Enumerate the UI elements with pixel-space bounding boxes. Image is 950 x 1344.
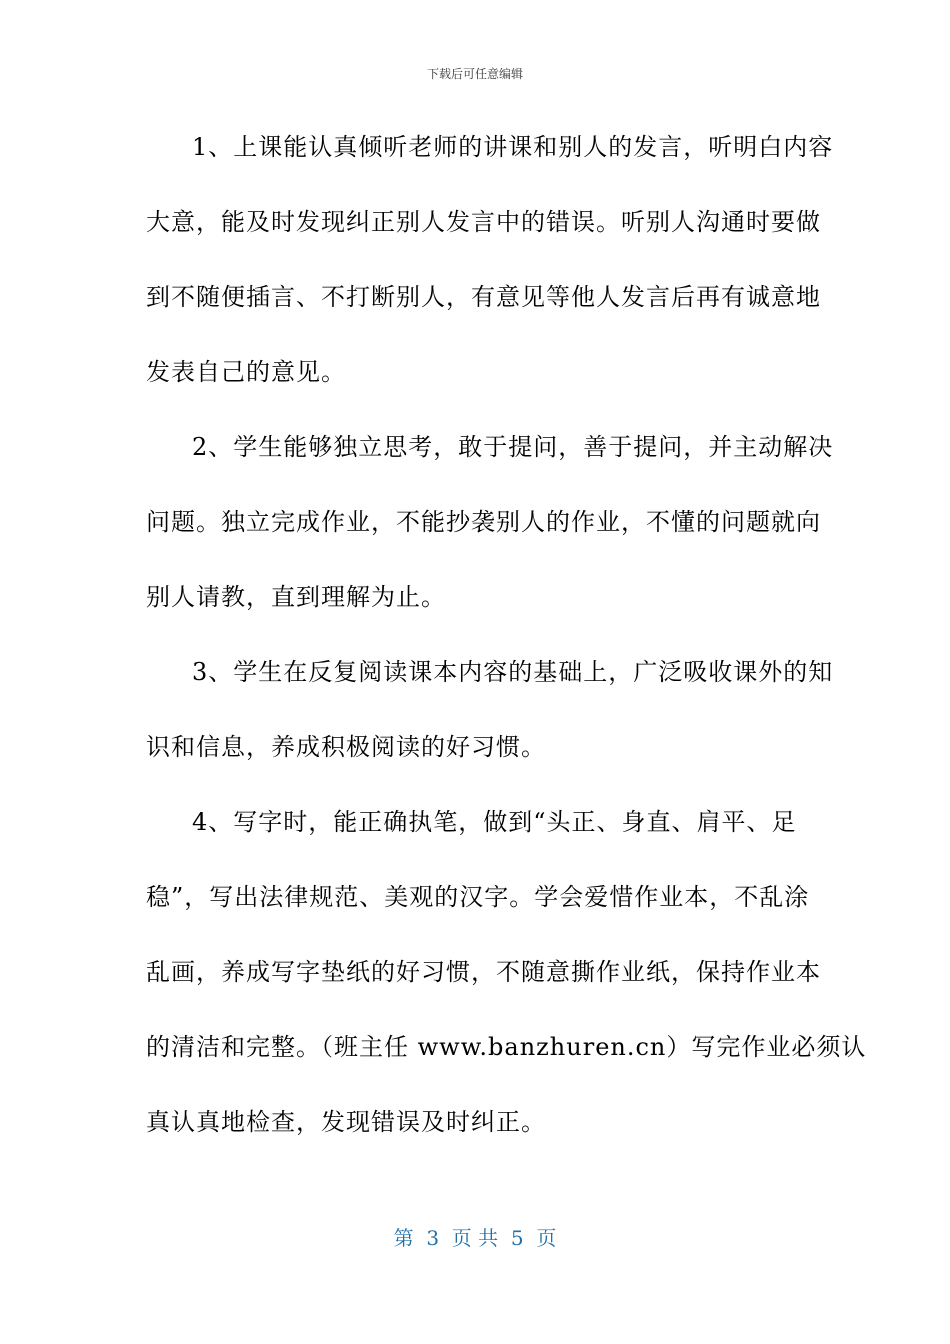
paragraph <box>146 647 834 797</box>
paragraph-line: 发表自己的意见。 <box>146 358 346 386</box>
paragraph-line: 乱画，养成写字垫纸的好习惯，不随意撕作业纸，保持作业本 <box>146 958 821 986</box>
paragraph-line: 真认真地检查，发现错误及时纠正。 <box>146 1108 546 1136</box>
page-header: 下载后可任意编辑 <box>426 67 523 81</box>
paragraph-line: 3、学生在反复阅读课本内容的基础上，广泛吸收课外的知 <box>192 658 834 686</box>
paragraph-line: 识和信息，养成积极阅读的好习惯。 <box>146 733 546 761</box>
page-number-footer: 第 3 页 共 5 页 <box>393 1226 557 1250</box>
paragraph <box>146 797 867 1172</box>
paragraph-line: 到不随便插言、不打断别人，有意见等他人发言后再有诚意地 <box>146 283 821 311</box>
paragraph-line: 大意，能及时发现纠正别人发言中的错误。听别人沟通时要做 <box>146 208 821 236</box>
paragraph-line: 稳”，写出法律规范、美观的汉字。学会爱惜作业本，不乱涂 <box>146 883 810 911</box>
paragraph <box>146 422 834 647</box>
paragraph-line: 别人请教，直到理解为止。 <box>146 583 446 611</box>
paragraph-line: 1、上课能认真倾听老师的讲课和别人的发言，听明白内容 <box>192 133 834 161</box>
paragraph-line: 的清洁和完整。（班主任 www.banzhuren.cn）写完作业必须认 <box>146 1033 867 1061</box>
paragraph-line: 4、写字时，能正确执笔，做到“头正、身直、肩平、足 <box>192 808 797 836</box>
paragraph <box>146 122 834 422</box>
paragraph-line: 问题。独立完成作业，不能抄袭别人的作业，不懂的问题就向 <box>146 508 821 536</box>
document-body <box>146 122 867 1172</box>
paragraph-line: 2、学生能够独立思考，敢于提问，善于提问，并主动解决 <box>192 433 834 461</box>
